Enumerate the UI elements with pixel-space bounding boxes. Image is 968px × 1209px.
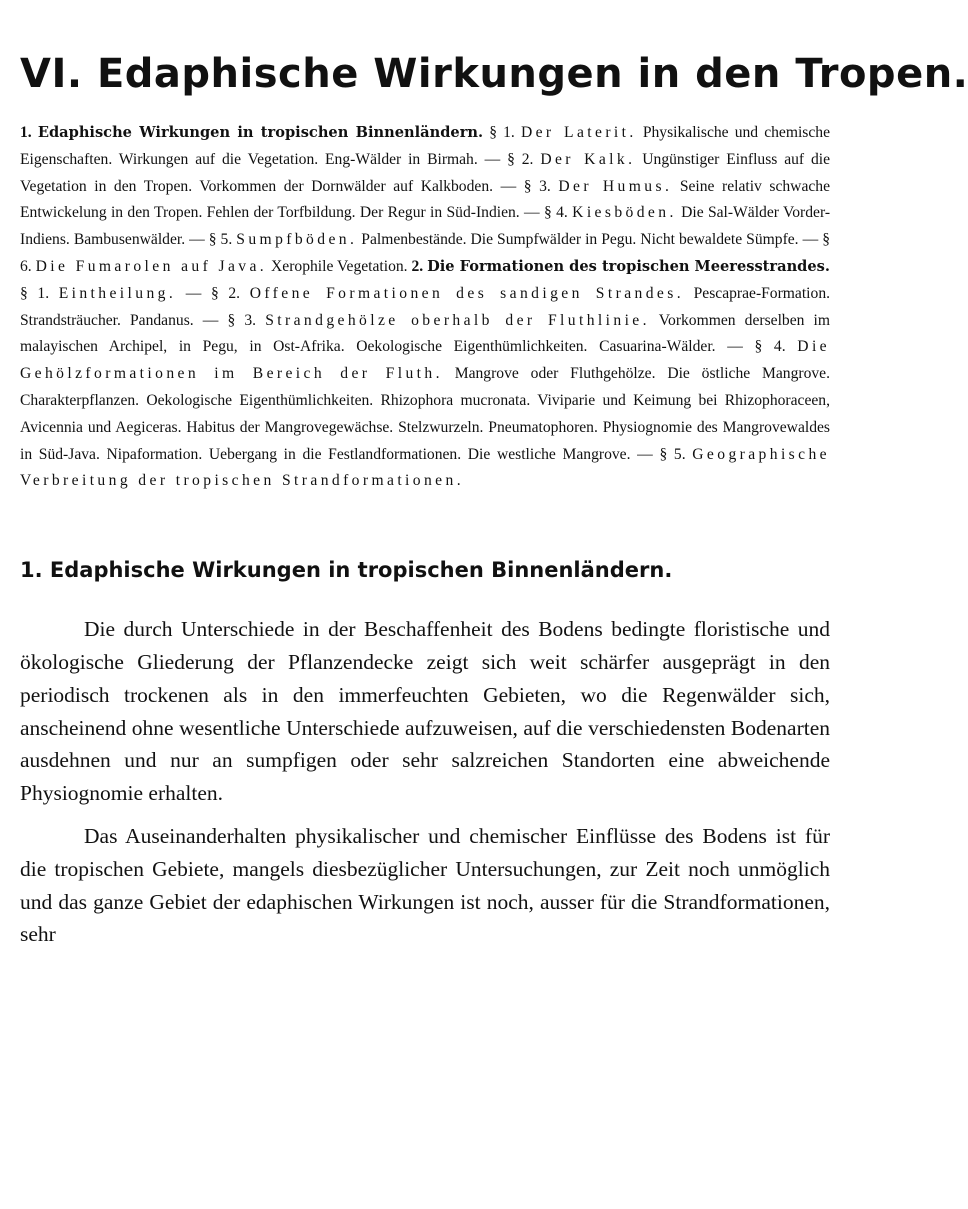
paragraph-mark: § 2. — [507, 150, 534, 168]
summary-topic-title: Kiesböden. — [572, 204, 677, 222]
summary-topic-title: Der Kalk. — [540, 150, 636, 168]
summary-topic-text: — — [185, 284, 202, 302]
body-paragraph: Das Auseinanderhalten physikalischer und chemischer Einflüsse des Bodens ist für die tropischen Gebiete, mangels diesbezüglicher Untersuchungen, zur Zeit noch unmöglich und das ganze Gebiet der edaphischen Wirkungen ist noch, ausser für die Strandformationen, sehr — [20, 823, 830, 947]
paragraph-mark: § 5. — [659, 445, 686, 463]
page — [20, 48, 968, 951]
summary-topic-title: Der Laterit. — [520, 124, 637, 141]
summary-topic-text: Physikalische und chemische Eigenschaften. Wirkungen auf die Vegetation. Eng-Wälder in Birmah. — — [20, 124, 831, 168]
chapter-title: VI. Edaphische Wirkungen in den Tropen. — [20, 51, 968, 97]
body-paragraph: Die durch Unterschiede in der Beschaffenheit des Bodens bedingte floristische und ökologische Gliederung der Pflanzendecke zeigt sich weit schärfer ausgeprägt in den periodisch trockenen als in den immerfeuchten Gebieten, wo die Regenwälder sich, anscheinend ohne wesentliche Unterschiede aufzuweisen, auf die verschiedensten Bodenarten ausdehnen und nur an sumpfigen oder sehr salzreichen Standorten eine abweichende Physiognomie erhalten. — [20, 617, 830, 806]
summary-section-heading: Edaphische Wirkungen in tropischen Binnenländern. — [37, 124, 484, 141]
summary-topic-title: Die Gehölzformationen im Bereich der Fluth. — [20, 338, 830, 383]
summary-topic-text: Vorkommen derselben im malayischen Archipel, in Pegu, in Ost-Afrika. Oekologische Eigenthümlichkeiten. Casuarina-Wälder. — — [20, 311, 830, 356]
summary-topic-title: Geographische Verbreitung der tropischen Strandformationen. — [20, 445, 830, 490]
summary-section-heading: Die Formationen des tropischen Meeresstrandes. — [427, 257, 830, 275]
summary-topic-title: Offene Formationen des sandigen Strandes. — [249, 284, 684, 302]
summary-topic-title: Der Humus. — [558, 177, 673, 195]
paragraph-mark: § 3. — [227, 311, 257, 329]
summary-topic-text: Seine relativ schwache Entwickelung in den Tropen. Fehlen der Torfbildung. Der Regur in Süd-Indien. — — [20, 177, 831, 222]
paragraph-mark: § 3. — [523, 177, 551, 195]
paragraph-mark: § 6. — [20, 231, 830, 275]
summary-topic-title: Eintheilung. — [58, 284, 177, 302]
summary-topic-text: Die Sal-Wälder Vorder-Indiens. Bambusenwälder. — — [20, 204, 831, 249]
summary-topic-text: Mangrove oder Fluthgehölze. Die östliche Mangrove. Charakterpflanzen. Oekologische Eigenthümlichkeiten. Rhizophora mucronata. Viviparie und Keimung bei Rhizophoraceen, Avicennia und Aegiceras. Habitus der Mangrovegewächse. Stelzwurzeln. Pneumatophoren. Physiognomie des Mangrovewaldes in Süd-Java. Nipaformation. Uebergang in die Festlandformationen. Die westliche Mangrove. — — [20, 365, 831, 463]
paragraph-mark: § 2. — [210, 284, 241, 302]
summary-section-number: 2. — [411, 257, 424, 275]
paragraph-mark: § 5. — [208, 231, 233, 249]
paragraph-mark: § 1. — [20, 284, 50, 302]
summary-topic-title: Die Fumarolen auf Java. — [35, 257, 268, 275]
section-heading: 1. Edaphische Wirkungen in tropischen Binnenländern. — [20, 558, 673, 583]
summary-topic-text: Ungünstiger Einfluss auf die Vegetation in den Tropen. Vorkommen der Dornwälder auf Kalkboden. — — [20, 150, 831, 195]
paragraph-mark: § 4. — [754, 338, 786, 356]
summary-topic-title: Sumpfböden. — [236, 231, 358, 249]
paragraph-mark: § 1. — [489, 124, 515, 141]
summary-topic-title: Strandgehölze oberhalb der Fluthlinie. — [265, 311, 650, 329]
summary-section-number: 1. — [20, 124, 32, 141]
paragraph-mark: § 4. — [543, 204, 568, 222]
chapter-summary — [20, 120, 830, 495]
summary-topic-text: Pescaprae-Formation. Strandsträucher. Pandanus. — — [20, 284, 831, 329]
summary-topic-text: Palmenbestände. Die Sumpfwälder in Pegu. Nicht bewaldete Sümpfe. — — [361, 231, 819, 249]
summary-topic-text: Xerophile Vegetation. — [271, 257, 408, 275]
